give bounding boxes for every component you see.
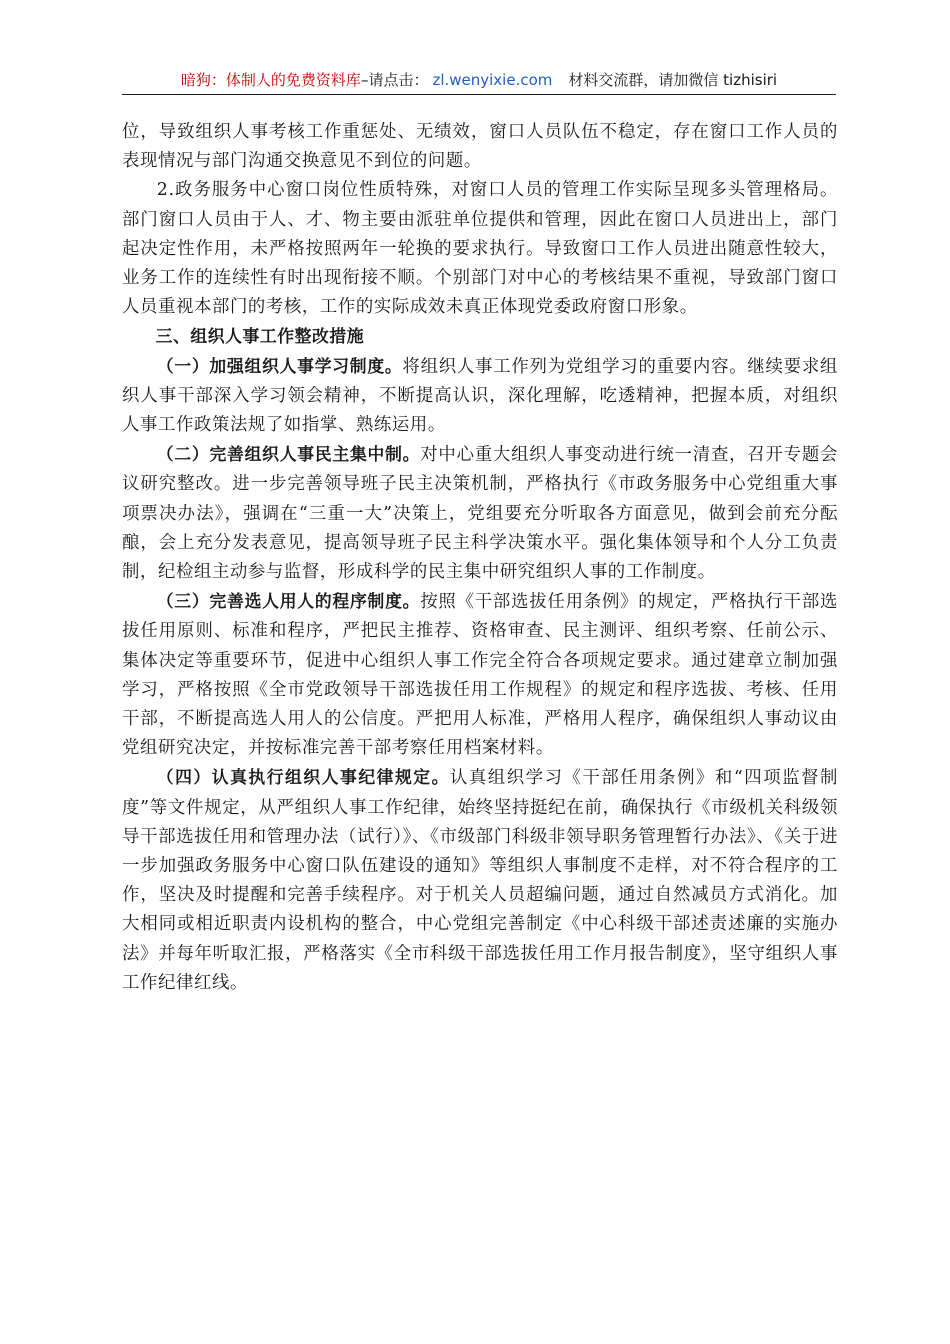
- measure-item-3-title: （三）完善选人用人的程序制度。: [156, 591, 421, 612]
- header-url-link[interactable]: zl.wenyixie.com: [432, 71, 553, 89]
- section-heading: 三、组织人事工作整改措施: [155, 326, 365, 347]
- measure-item-2: [122, 440, 838, 587]
- measure-item-1-title: （一）加强组织人事学习制度。: [156, 355, 403, 376]
- header-wechat-note: 材料交流群，请加微信 tizhisiri: [568, 71, 778, 89]
- measure-item-3: [122, 587, 838, 763]
- page-header: [122, 68, 836, 95]
- measure-item-4-text: 认真组织学习《干部任用条例》和“四项监督制度”等文件规定，从严组织人事工作纪律，始终坚持挺纪在前，确保执行《市级机关科级领导干部选拔任用和管理办法（试行）》、《市级部门科级非领导职务管理暂行办法》、《关于进一步加强政务服务中心窗口队伍建设的通知》等组织人事制度不走样，对不符合程序的工作，坚决及时提醒和完善手续程序。对于机关人员超编问题，通过自然减员方式消化。加大相同或相近职责内设机构的整合，中心党组完善制定《中心科级干部述责述廉的实施办法》并每年听取汇报，严格落实《全市科级干部选拔任用工作月报告制度》，坚守组织人事工作纪律红线。: [122, 768, 838, 993]
- measure-item-4: [122, 763, 838, 998]
- measure-item-2-text: 对中心重大组织人事变动进行统一清查，召开专题会议研究整改。进一步完善领导班子民主决策机制，严格执行《市政务服务中心党组重大事项票决办法》，强调在“三重一大”决策上，党组要充分听取各方面意见，做到会前充分酝酿，会上充分发表意见，提高领导班子民主科学决策水平。强化集体领导和个人分工负责制，纪检组主动参与监督，形成科学的民主集中研究组织人事的工作制度。: [122, 445, 838, 583]
- measure-item-3-text: 按照《干部选拔任用条例》的规定，严格执行干部选拔任用原则、标准和程序，严把民主推荐、资格审查、民主测评、组织考察、任前公示、集体决定等重要环节，促进中心组织人事工作完全符合各项规定要求。通过建章立制加强学习，严格按照《全市党政领导干部选拔任用工作规程》的规定和程序选拔、考核、任用干部，不断提高选人用人的公信度。严把用人标准，严格用人程序，确保组织人事动议由党组研究决定，并按标准完善干部考察任用档案材料。: [122, 592, 838, 759]
- paragraph-2: 2.政务服务中心窗口岗位性质特殊，对窗口人员的管理工作实际呈现多头管理格局。部门窗口人员由于人、才、物主要由派驻单位提供和管理，因此在窗口人员进出上，部门起决定性作用，未严格按照两年一轮换的要求执行。导致窗口工作人员进出随意性较大，业务工作的连续性有时出现衔接不顺。个别部门对中心的考核结果不重视，导致部门窗口人员重视本部门的考核，工作的实际成效未真正体现党委政府窗口形象。: [122, 180, 838, 318]
- measure-item-1-text: 将组织人事工作列为党组学习的重要内容。继续要求组织人事干部深入学习领会精神，不断提高认识，深化理解，吃透精神，把握本质，对组织人事工作政策法规了如指掌、熟练运用。: [122, 356, 838, 436]
- document-body: [122, 118, 838, 998]
- header-prompt: –请点击：: [360, 71, 429, 89]
- measure-item-1: [122, 352, 838, 441]
- measure-item-4-title: （四）认真执行组织人事纪律规定。: [156, 767, 450, 788]
- paragraph-continued: 位，导致组织人事考核工作重惩处、无绩效，窗口人员队伍不稳定，存在窗口工作人员的表现情况与部门沟通交换意见不到位的问题。: [122, 122, 838, 172]
- header-brand: 暗狗：体制人的免费资料库: [180, 71, 361, 89]
- measure-item-2-title: （二）完善组织人事民主集中制。: [156, 444, 421, 465]
